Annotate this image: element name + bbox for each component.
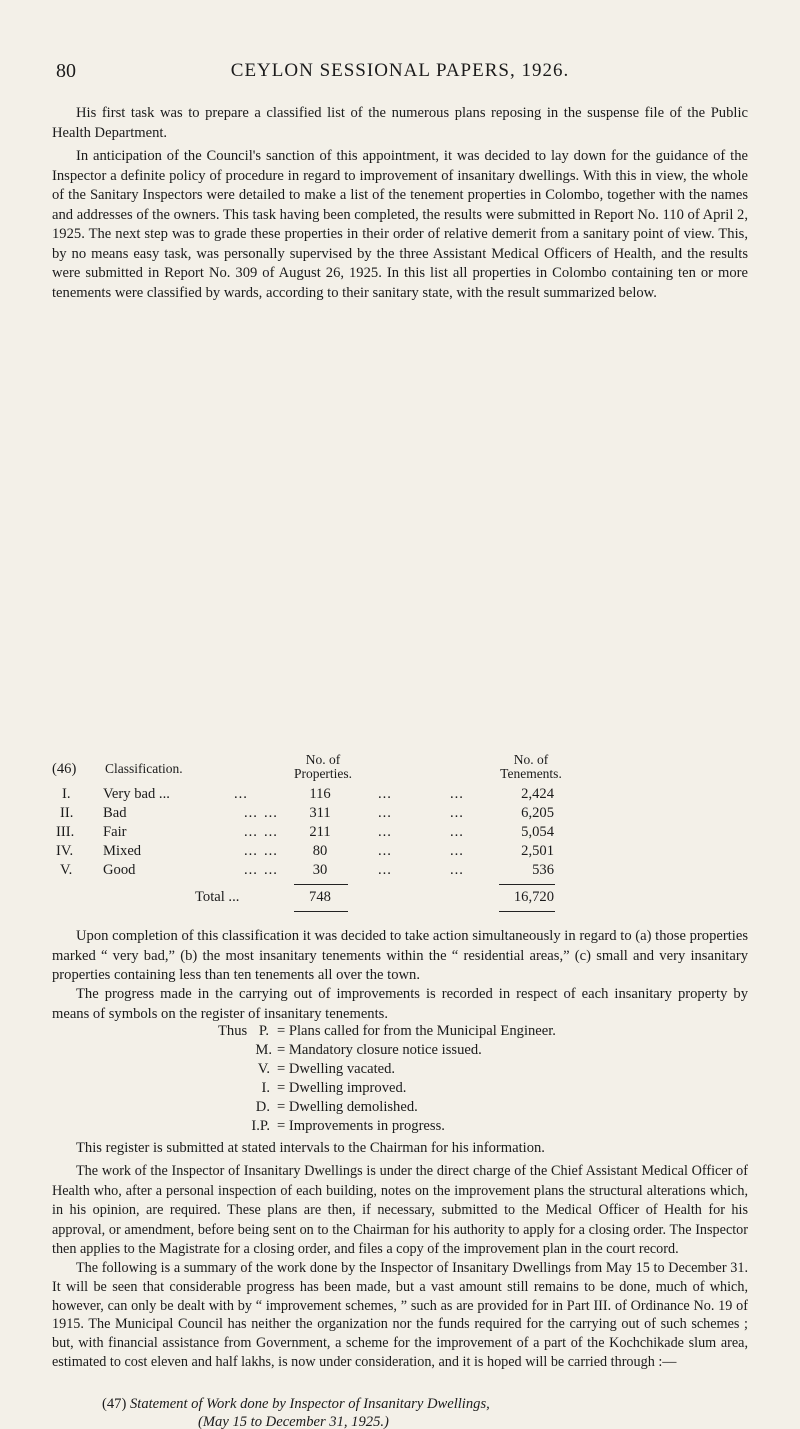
leader-dots: ... (450, 824, 464, 840)
leader-dots: ... (264, 843, 278, 859)
leader-dots: ... (234, 786, 248, 802)
total-row (52, 889, 752, 907)
leader-dots: ... (244, 843, 258, 859)
paragraph-2-block (52, 147, 748, 303)
row-tenements: 6,205 (521, 805, 554, 821)
total-properties: 748 (309, 889, 331, 905)
paragraph-4: The progress made in the carrying out of improvements is recorded in respect of each insanitary property by means of symbols on the register of insanitary tenements. (52, 986, 748, 1022)
statement-section (52, 1396, 772, 1429)
row-properties: 30 (312, 862, 328, 878)
paragraph-7: The following is a summary of the work done by the Inspector of Insanitary Dwellings from May 15 to December 31. It will be seen that considerable progress has been made, but a vast amount still remains to be done, much of which, however, can only be dealt with by “ improvement schemes, ” such as are provided for in Part III. of Ordinance No. 19 of 1915. The Municipal Council has neither the organization nor the funds required for the carrying out of such schemes ; but, with financial assistance from Government, a scheme for the improvement of a part of the Kochchikade slum area, estimated to cost eleven and half lakhs, is now under consideration, and it is hoped will be carried through :— (52, 1260, 748, 1370)
statement-subtitle: (May 15 to December 31, 1925.) (198, 1414, 389, 1429)
table-row (52, 786, 752, 804)
row-properties: 80 (312, 843, 328, 859)
paragraph-5-block (52, 1139, 748, 1159)
leader-dots: ... (378, 843, 392, 859)
legend-meaning: = Plans called for from the Municipal Engineer. (277, 1023, 556, 1039)
legend-meaning: = Improvements in progress. (277, 1118, 445, 1134)
leader-dots: ... (378, 805, 392, 821)
legend-meaning: = Dwelling vacated. (277, 1061, 396, 1077)
total-label: Total ... (195, 889, 240, 905)
leader-dots: ... (450, 843, 464, 859)
total-rule-tenements (499, 884, 555, 885)
statement-label: (47) (102, 1396, 127, 1412)
row-tenements: 5,054 (521, 824, 554, 840)
paragraph-2: In anticipation of the Council's sanction of this appointment, it was decided to lay down for the guidance of the Inspector a definite policy of procedure in regard to improvement of insanitary dwellings. With this in view, the whole of the Sanitary Inspectors were detailed to make a list of the tenement properties in Colombo, together with the names and addresses of the owners. This task having been completed, the results were submitted in Report No. 110 of April 2, 1925. The next step was to grade these properties in their order of relative demerit from a sanitary point of view. This, by no means easy task, was personally supervised by the three Assistant Medical Officers of Health, and the results were submitted in Report No. 309 of August 26, 1925. In this list all properties in Colombo containing ten or more tenements were classified by wards, according to their sanitary state, with the result summarized below. (52, 148, 748, 301)
paragraph-3: Upon completion of this classification it was decided to take action simultaneously in regard to (a) those properties marked “ very bad,” (b) the most insanitary tenements within the “ residential areas,” (c) small and very insanitary properties containing less than ten tenements all over the town. (52, 928, 748, 983)
running-title: CEYLON SESSIONAL PAPERS, 1926. (230, 60, 570, 81)
leader-dots: ... (378, 862, 392, 878)
legend-symbol: P. (258, 1023, 269, 1039)
table-label: (46) (52, 761, 77, 777)
page-number: 80 (56, 60, 76, 82)
leader-dots: ... (450, 805, 464, 821)
col-properties-line1: No. of (305, 752, 341, 767)
col-tenements-line1: No. of (513, 752, 549, 767)
leader-dots: ... (450, 862, 464, 878)
leader-dots: ... (378, 824, 392, 840)
row-classification: Fair (103, 824, 127, 840)
page-header (52, 60, 748, 86)
total-tenements: 16,720 (513, 889, 554, 905)
paragraph-1-block (52, 104, 748, 143)
row-classification: Bad (103, 805, 127, 821)
total-underline-properties (294, 911, 348, 912)
row-properties: 211 (309, 824, 331, 840)
paragraph-7-block (52, 1259, 748, 1372)
legend-symbol: I. (261, 1080, 270, 1096)
table-row (52, 824, 752, 842)
row-tenements: 2,424 (521, 786, 554, 802)
paragraph-5: This register is submitted at stated intervals to the Chairman for his information. (76, 1140, 545, 1156)
table-row (52, 862, 752, 880)
row-numeral: IV. (56, 843, 74, 859)
row-classification: Very bad ... (103, 786, 170, 802)
col-properties (278, 753, 368, 781)
row-tenements: 2,501 (521, 843, 554, 859)
row-numeral: II. (60, 805, 74, 821)
legend-symbol: D. (255, 1099, 270, 1115)
legend-meaning: = Dwelling improved. (277, 1080, 407, 1096)
col-tenements (486, 753, 576, 781)
total-rule-properties (294, 884, 348, 885)
row-classification: Mixed (103, 843, 142, 859)
paragraph-1: His first task was to prepare a classified list of the numerous plans reposing in the suspense file of the Public Health Department. (52, 105, 748, 141)
row-tenements: 536 (532, 862, 554, 878)
legend-symbol: M. (255, 1042, 272, 1058)
statement-title-text: Statement of Work done by Inspector of Insanitary Dwellings, (129, 1396, 490, 1412)
leader-dots: ... (244, 862, 258, 878)
row-numeral: III. (56, 824, 75, 840)
row-numeral: V. (60, 862, 73, 878)
classification-header (52, 753, 752, 783)
row-properties: 116 (309, 786, 331, 802)
leader-dots: ... (450, 786, 464, 802)
paragraph-3-block (52, 927, 748, 986)
table-row (52, 843, 752, 861)
paragraph-6: The work of the Inspector of Insanitary Dwellings is under the direct charge of the Chief Assistant Medical Officer of Health who, after a personal inspection of each building, notes on the improvement plans the structural alterations which, in his opinion, are required. These plans are then, if necessary, submitted to the Medical Officer of Health for his approval, or amendment, before being sent on to the Chairman for his authority to apply for a closing order. The Inspector then applies to the Magistrate for a closing order, and files a copy of the improvement plan in the court record. (52, 1163, 748, 1257)
paragraph-4-block (52, 985, 748, 1024)
col-properties-line2: Properties. (293, 766, 353, 781)
total-underline-tenements (499, 911, 555, 912)
legend-intro: Thus (218, 1023, 248, 1039)
col-classification: Classification. (105, 761, 183, 776)
row-classification: Good (103, 862, 136, 878)
legend-symbol: V. (257, 1061, 270, 1077)
leader-dots: ... (264, 862, 278, 878)
paragraph-6-block (52, 1162, 748, 1260)
legend-meaning: = Mandatory closure notice issued. (277, 1042, 482, 1058)
leader-dots: ... (244, 805, 258, 821)
statement-title (102, 1396, 490, 1413)
table-row (52, 805, 752, 823)
row-numeral: I. (62, 786, 71, 802)
row-properties: 311 (309, 805, 331, 821)
leader-dots: ... (264, 805, 278, 821)
leader-dots: ... (264, 824, 278, 840)
col-tenements-line2: Tenements. (500, 766, 562, 781)
leader-dots: ... (378, 786, 392, 802)
legend-symbol: I.P. (251, 1118, 270, 1134)
legend-meaning: = Dwelling demolished. (277, 1099, 418, 1115)
leader-dots: ... (244, 824, 258, 840)
